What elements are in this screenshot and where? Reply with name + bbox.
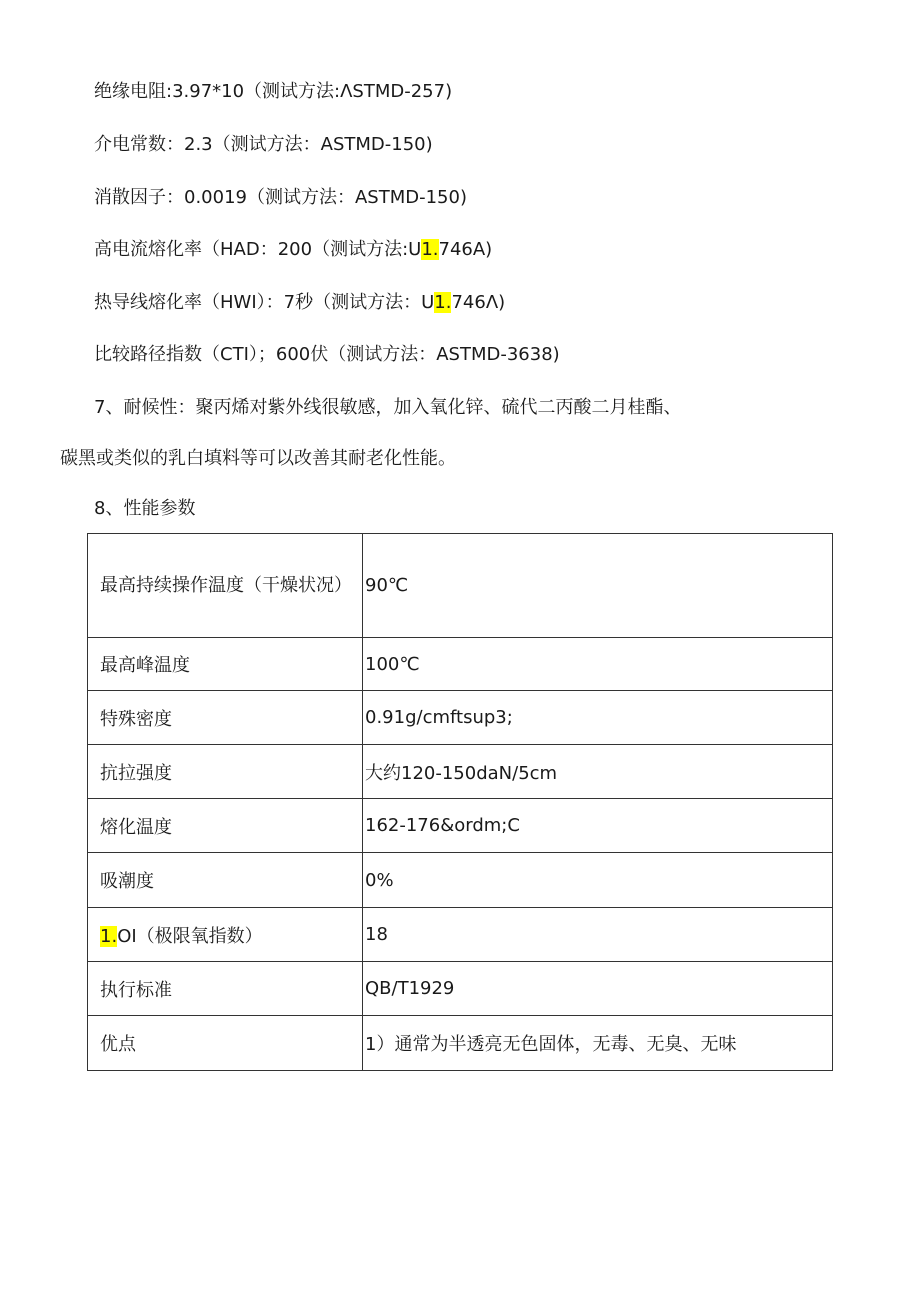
property-line-dissipation-factor: 消散因子：0.0019（测试方法：ASTMD-150) <box>94 187 467 208</box>
table-row <box>88 799 833 853</box>
performance-table <box>87 533 833 1071</box>
table-cell-value: 大约120-150daN/5cm <box>363 745 833 799</box>
table-cell-label: 执行标准 <box>88 962 363 1016</box>
table-cell-value: 100℃ <box>363 638 833 691</box>
property-line-dielectric-constant: 介电常数：2.3（测试方法：ASTMD-150) <box>94 134 433 155</box>
property-line-insulation-resistance: 绝缘电阻:3.97*10（测试方法:ΛSTMD-257) <box>94 81 453 102</box>
text-segment: 746A) <box>438 239 493 260</box>
table-cell-value: 0.91g∕cmftsup3; <box>363 691 833 745</box>
text-segment: 热导线熔化率（HWI）：7秒（测试方法：U <box>94 292 435 313</box>
paragraph-weather-resistance-line2: 碳黑或类似的乳白填料等可以改善其耐老化性能。 <box>60 448 456 469</box>
table-row <box>88 638 833 691</box>
highlighted-text: 1. <box>421 239 439 260</box>
highlighted-text: 1. <box>100 925 118 947</box>
table-row <box>88 1016 833 1071</box>
table-cell-label: 最高峰温度 <box>88 638 363 691</box>
table-cell-label: 优点 <box>88 1016 363 1071</box>
table-row <box>88 853 833 908</box>
property-line-hot-wire-ignition <box>94 291 505 315</box>
property-line-high-current-arc <box>94 238 492 262</box>
text-segment: 746Λ) <box>451 292 506 313</box>
table-cell-value: 1）通常为半透亮无色固体，无毒、无臭、无味 <box>363 1016 833 1071</box>
table-row <box>88 534 833 638</box>
table-row <box>88 908 833 962</box>
cell-text: 最高持续操作温度（干燥状况） <box>100 574 352 596</box>
property-line-comparative-tracking-index: 比较路径指数（CTI）；600伏（测试方法：ASTMD-3638) <box>94 344 560 365</box>
table-row <box>88 691 833 745</box>
table-cell-value: 18 <box>363 908 833 962</box>
table-cell-label <box>88 908 363 962</box>
cell-text: OI（极限氧指数） <box>117 925 263 947</box>
table-cell-label: 吸潮度 <box>88 853 363 908</box>
text-segment: 高电流熔化率（HAD：200（测试方法:U <box>94 239 422 260</box>
highlighted-text: 1. <box>434 292 452 313</box>
table-cell-value: 0% <box>363 853 833 908</box>
table-row <box>88 962 833 1016</box>
table-cell-value: 162-176&ordm;C <box>363 799 833 853</box>
table-cell-value: 90℃ <box>363 534 833 638</box>
table-cell-label: 熔化温度 <box>88 799 363 853</box>
table-cell-value: QB/T1929 <box>363 962 833 1016</box>
table-row <box>88 745 833 799</box>
section-heading-performance-parameters: 8、性能参数 <box>94 498 196 519</box>
table-cell-label: 特殊密度 <box>88 691 363 745</box>
paragraph-weather-resistance-line1: 7、耐候性：聚丙烯对紫外线很敏感，加入氧化锌、硫代二丙酸二月桂酯、 <box>94 397 682 418</box>
table-cell-label <box>88 534 363 638</box>
table-cell-label: 抗拉强度 <box>88 745 363 799</box>
